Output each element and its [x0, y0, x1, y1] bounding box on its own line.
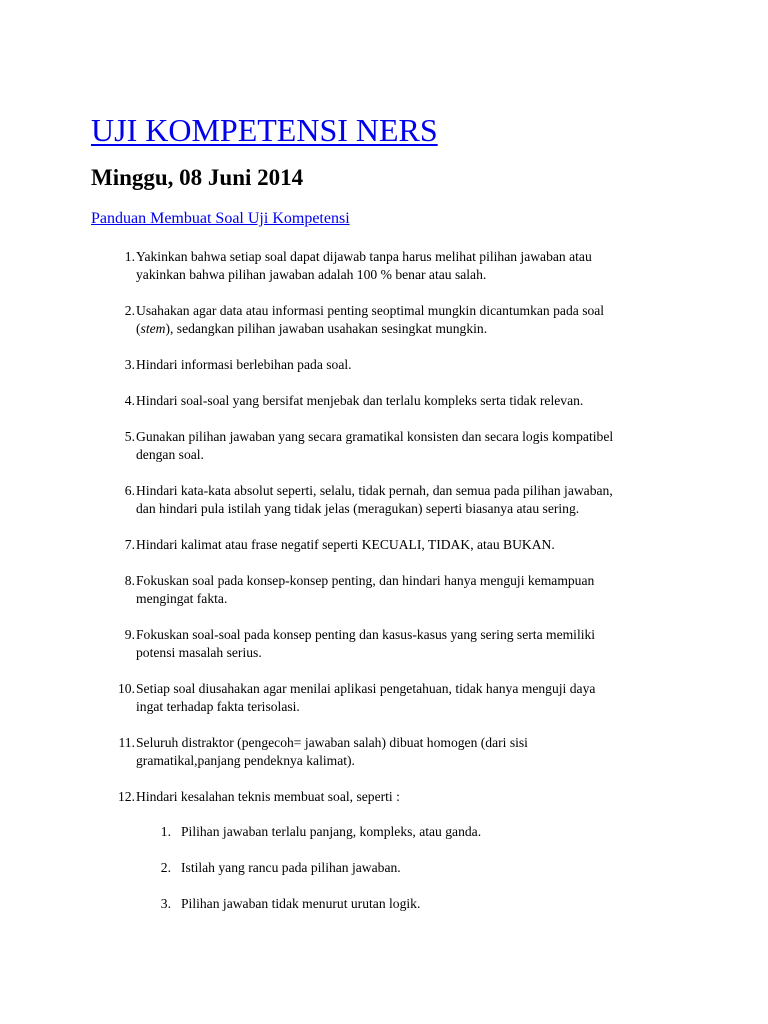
list-item-number: 10.: [118, 681, 135, 696]
section-title: [91, 207, 350, 231]
list-item-line: Hindari soal-soal yang bersifat menjebak dan terlalu kompleks serta tidak relevan.: [136, 393, 584, 408]
list-item-text: [136, 356, 696, 374]
list-item-text: [136, 302, 696, 338]
list-item-line: Seluruh distraktor (pengecoh= jawaban salah) dibuat homogen (dari sisi: [136, 735, 528, 750]
list-item-line: Usahakan agar data atau informasi penting seoptimal mungkin dicantumkan pada soal: [136, 303, 605, 318]
list-item-number: 5.: [124, 429, 135, 444]
list-item-text-fragment: ), sedangkan pilihan jawaban usahakan sesingkat mungkin.: [165, 321, 488, 336]
sub-list-item-text: Istilah yang rancu pada pilihan jawaban.: [181, 860, 401, 875]
list-item-line: ingat terhadap fakta terisolasi.: [136, 699, 300, 714]
list-item-number: 3.: [124, 357, 135, 372]
list-item-line: Hindari informasi berlebihan pada soal.: [136, 357, 352, 372]
list-item-emphasis: stem: [140, 321, 166, 336]
list-item-line: Hindari kata-kata absolut seperti, selalu, tidak pernah, dan semua pada pilihan jawaban,: [136, 483, 613, 498]
list-item-text: [136, 572, 696, 608]
list-item-text: [136, 734, 696, 770]
list-item-number: 12.: [118, 789, 135, 804]
sub-list-item-text: Pilihan jawaban tidak menurut urutan logik.: [181, 896, 421, 911]
list-item-line: dengan soal.: [136, 447, 204, 462]
list-item-line: Gunakan pilihan jawaban yang secara gramatikal konsisten dan secara logis kompatibel: [136, 429, 614, 444]
list-item-number: 4.: [124, 393, 135, 408]
list-item-text-fragment: (: [136, 321, 141, 336]
sub-list-item-text: Pilihan jawaban terlalu panjang, kompleks, atau ganda.: [181, 824, 482, 839]
list-item-text: [136, 482, 696, 518]
title-link[interactable]: UJI KOMPETENSI NERS: [91, 112, 438, 148]
list-item-line: [136, 320, 696, 338]
list-item-line: Hindari kesalahan teknis membuat soal, seperti :: [136, 789, 400, 804]
list-item-line: potensi masalah serius.: [136, 645, 262, 660]
list-item-text: [136, 788, 696, 806]
list-item-number: 7.: [124, 537, 135, 552]
list-item-number: 1.: [124, 249, 135, 264]
post-date: Minggu, 08 Juni 2014: [91, 165, 304, 190]
sub-list-item-number: 2.: [160, 860, 171, 875]
list-item-text: [136, 428, 696, 464]
list-item-line: Hindari kalimat atau frase negatif seperti KECUALI, TIDAK, atau BUKAN.: [136, 537, 555, 552]
list-item-number: 9.: [124, 627, 135, 642]
page-title: [91, 110, 438, 150]
list-item-text: [136, 680, 696, 716]
list-item-line: Yakinkan bahwa setiap soal dapat dijawab tanpa harus melihat pilihan jawaban atau: [136, 249, 592, 264]
list-item-text: [136, 392, 696, 410]
list-item-text: [136, 536, 696, 554]
list-item-line: Fokuskan soal-soal pada konsep penting dan kasus-kasus yang sering serta memiliki: [136, 627, 596, 642]
list-item-text: [136, 626, 696, 662]
list-item-number: 2.: [124, 303, 135, 318]
list-item-line: mengingat fakta.: [136, 591, 228, 606]
list-item-number: 8.: [124, 573, 135, 588]
list-item-number: 6.: [124, 483, 135, 498]
list-item-line: Fokuskan soal pada konsep-konsep penting, dan hindari hanya menguji kemampuan: [136, 573, 595, 588]
list-item-number: 11.: [118, 735, 135, 750]
list-item-line: dan hindari pula istilah yang tidak jelas (meragukan) seperti biasanya atau sering.: [136, 501, 580, 516]
list-item-line: gramatikal,panjang pendeknya kalimat).: [136, 753, 355, 768]
list-item-line: yakinkan bahwa pilihan jawaban adalah 100 % benar atau salah.: [136, 267, 487, 282]
list-item-text: [136, 248, 696, 284]
section-title-link[interactable]: Panduan Membuat Soal Uji Kompetensi: [91, 210, 350, 227]
sub-list-item-number: 3.: [160, 896, 171, 911]
sub-list-item-number: 1.: [160, 824, 171, 839]
list-item-line: Setiap soal diusahakan agar menilai aplikasi pengetahuan, tidak hanya menguji daya: [136, 681, 596, 696]
